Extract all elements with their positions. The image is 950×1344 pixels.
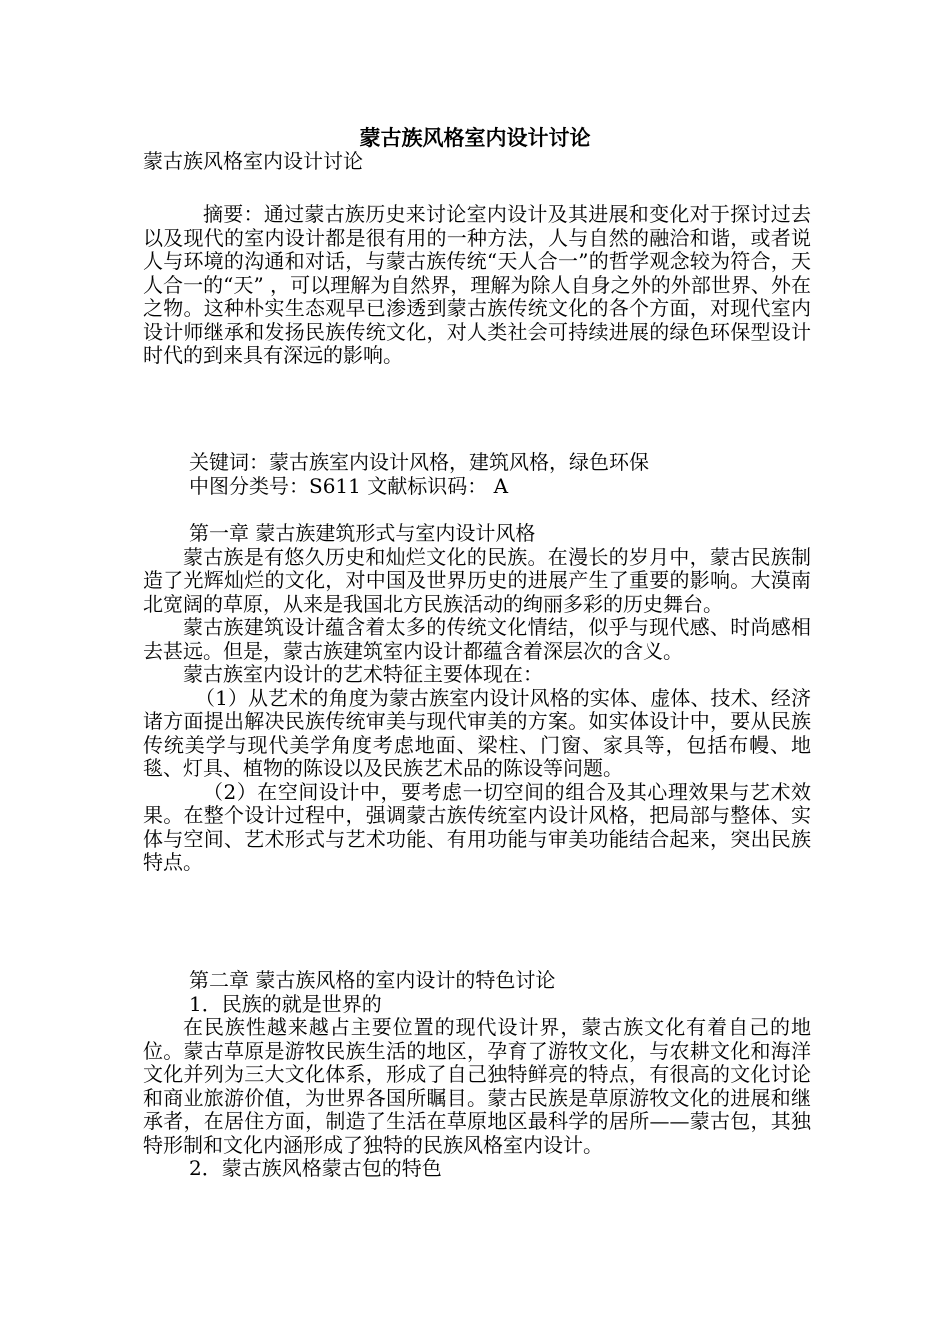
section2-heading: 2．蒙古族风格蒙古包的特色 (189, 1156, 442, 1180)
section1-heading: 1．民族的就是世界的 (189, 991, 382, 1016)
section1-paragraph: 在民族性越来越占主要位置的现代设计界，蒙古族文化有着自己的地位。蒙古草原是游牧民族生活的地区，孕育了游牧文化，与农耕文化和海洋文化并列为三大文化体系，形成了自己独特鲜亮的特点，有很高的文化讨论和商业旅游价值，为世界各国所瞩目。蒙古民族是草原游牧文化的进展和继承者，在居住方面，制造了生活在草原地区最科学的居所——蒙古包，其独特形制和文化内涵形成了独特的民族风格室内设计。 (143, 1015, 811, 1157)
chapter1-paragraph-3: 蒙古族室内设计的艺术特征主要体现在： (183, 662, 543, 686)
chapter1-item-2: （2）在空间设计中，要考虑一切空间的组合及其心理效果与艺术效果。在整个设计过程中，强调蒙古族传统室内设计风格，把局部与整体、实体与空间、艺术形式与艺术功能、有用功能与审美功能结合起来，突出民族特点。 (143, 779, 811, 874)
abstract-paragraph: 摘要：通过蒙古族历史来讨论室内设计及其进展和变化对于探讨过去以及现代的室内设计都是很有用的一种方法，人与自然的融洽和谐，或者说人与环境的沟通和对话，与蒙古族传统“天人合一”的哲学观念较为符合，天人合一的“天” ，可以理解为自然界，理解为除人自身之外的外部世界、外在之物。这种朴实生态观早已渗透到蒙古族传统文化的各个方面，对现代室内设计师继承和发扬民族传统文化，对人类社会可持续进展的绿色环保型设计时代的到来具有深远的影响。 (143, 202, 811, 367)
chapter1-heading: 第一章 蒙古族建筑形式与室内设计风格 (189, 521, 536, 545)
keywords-block (143, 451, 811, 498)
chapter1-paragraph-2: 蒙古族建筑设计蕴含着太多的传统文化情结，似乎与现代感、时尚感相去甚远。但是，蒙古族建筑室内设计都蕴含着深层次的含义。 (143, 615, 811, 663)
document-subtitle: 蒙古族风格室内设计讨论 (143, 149, 363, 173)
document-title: 蒙古族风格室内设计讨论 (359, 125, 591, 150)
abstract-block (143, 203, 811, 368)
keywords-line: 关键词：蒙古族室内设计风格，建筑风格，绿色环保 (189, 450, 649, 474)
chapter1-block (143, 522, 811, 875)
classification-line: 中图分类号：S611 文献标识码： A (189, 473, 509, 498)
chapter2-block (143, 969, 811, 1181)
chapter1-paragraph-1: 蒙古族是有悠久历史和灿烂文化的民族。在漫长的岁月中，蒙古民族制造了光辉灿烂的文化，对中国及世界历史的进展产生了重要的影响。大漠南北宽阔的草原，从来是我国北方民族活动的绚丽多彩的历史舞台。 (143, 544, 811, 616)
chapter2-heading: 第二章 蒙古族风格的室内设计的特色讨论 (189, 968, 556, 992)
chapter1-item-1: （1）从艺术的角度为蒙古族室内设计风格的实体、虚体、技术、经济诸方面提出解决民族传统审美与现代审美的方案。如实体设计中，要从民族传统美学与现代美学角度考虑地面、梁柱、门窗、家具等，包括布幔、地毯、灯具、植物的陈设以及民族艺术品的陈设等问题。 (143, 685, 811, 780)
